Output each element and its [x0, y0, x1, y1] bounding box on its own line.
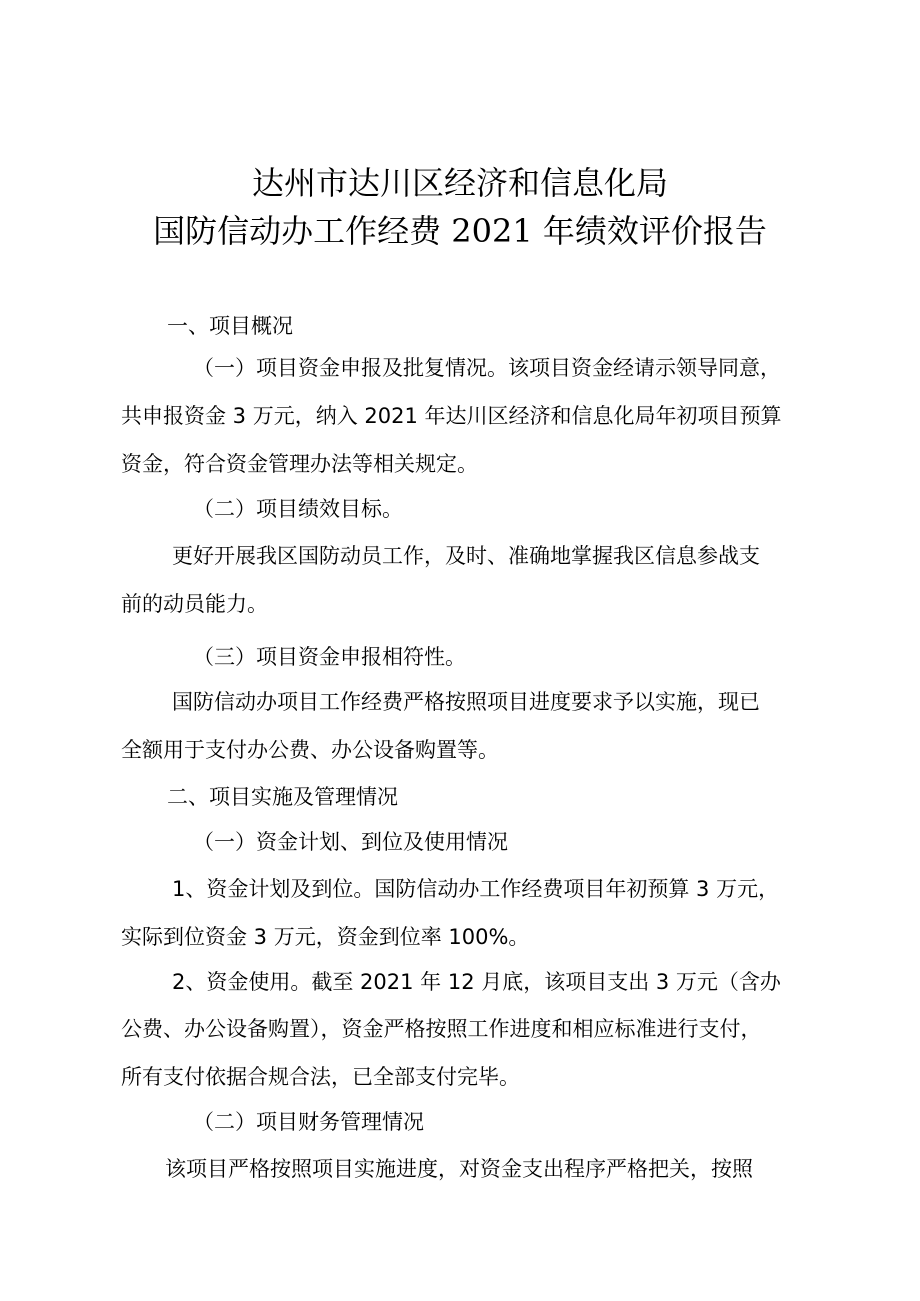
subsection-heading: （三）项目资金申报相符性。: [193, 645, 466, 669]
body-text-line: （一）项目资金申报及批复情况。该项目资金经请示领导同意，: [193, 356, 781, 380]
body-text-line: 该项目严格按照项目实施进度，对资金支出程序严格把关，按照: [165, 1157, 753, 1181]
body-text-line: 全额用于支付办公费、办公设备购置等。: [121, 738, 499, 762]
body-text-line: 前的动员能力。: [121, 592, 268, 616]
body-text-line: 1、资金计划及到位。国防信动办工作经费项目年初预算 3 万元，: [172, 877, 780, 901]
body-text-line: 所有支付依据合规合法，已全部支付完毕。: [121, 1065, 520, 1089]
section-heading-implementation: 二、项目实施及管理情况: [167, 785, 398, 809]
subsection-heading: （二）项目财务管理情况: [193, 1110, 424, 1134]
document-title-line-1: 达州市达川区经济和信息化局: [251, 164, 668, 202]
body-text-line: 资金，符合资金管理办法等相关规定。: [121, 452, 478, 476]
body-text-line: 2、资金使用。截至 2021 年 12 月底，该项目支出 3 万元（含办: [172, 970, 781, 994]
document-title-line-2: 国防信动办工作经费 2021 年绩效评价报告: [153, 212, 767, 250]
body-text-line: 共申报资金 3 万元，纳入 2021 年达川区经济和信息化局年初项目预算: [121, 404, 782, 428]
subsection-heading: （二）项目绩效目标。: [193, 497, 403, 521]
section-heading-project-overview: 一、项目概况: [167, 314, 293, 338]
body-text-line: 实际到位资金 3 万元，资金到位率 100%。: [121, 925, 530, 949]
body-text-line: 国防信动办项目工作经费严格按照项目进度要求予以实施，现已: [172, 690, 760, 714]
body-text-line: 更好开展我区国防动员工作，及时、准确地掌握我区信息参战支: [172, 544, 760, 568]
body-text-line: 公费、办公设备购置），资金严格按照工作进度和相应标准进行支付，: [121, 1017, 762, 1041]
subsection-heading: （一）资金计划、到位及使用情况: [193, 830, 508, 854]
